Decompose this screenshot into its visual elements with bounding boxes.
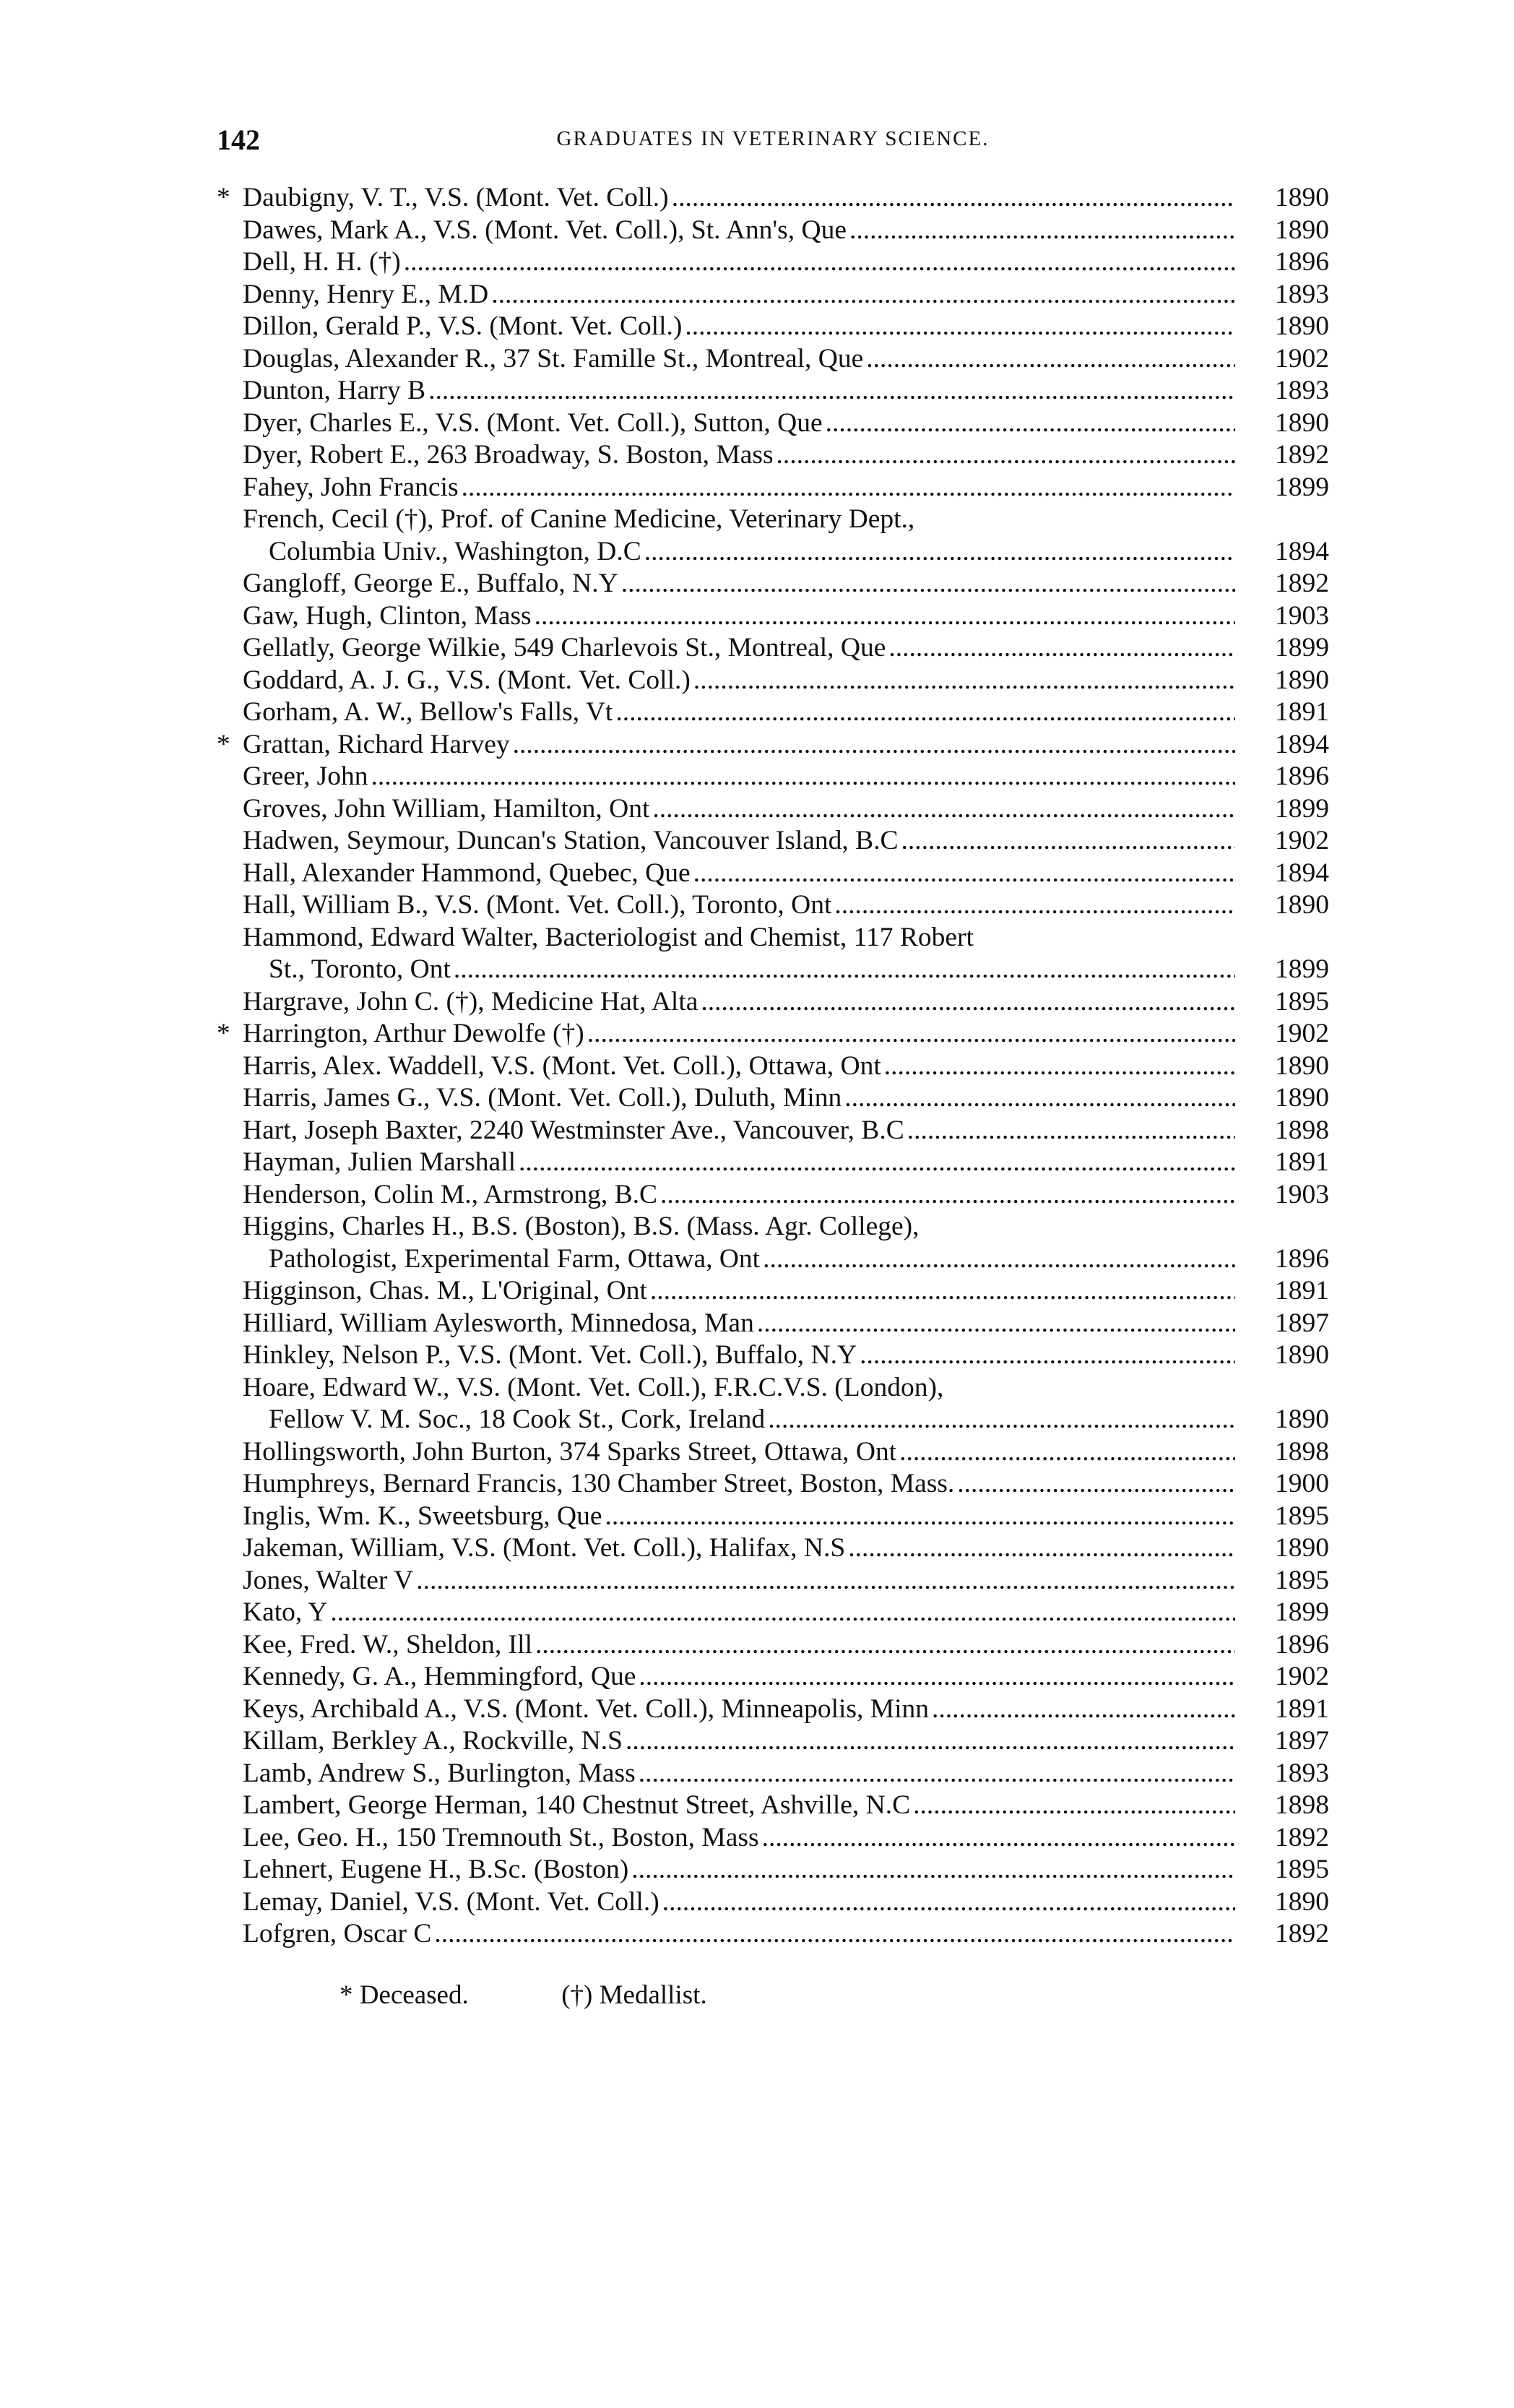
- dot-leader: [866, 343, 1235, 376]
- graduate-entry: [217, 696, 1329, 729]
- deceased-mark: *: [217, 1019, 230, 1048]
- graduate-list: [217, 182, 1329, 1951]
- dot-leader: [605, 1501, 1235, 1533]
- graduate-entry: [217, 1661, 1329, 1693]
- graduate-name: Humphreys, Bernard Francis, 130 Chamber Street, Boston, Mass.: [243, 1469, 955, 1498]
- dot-leader: [757, 1308, 1235, 1340]
- graduation-year: 1890: [1275, 183, 1329, 212]
- graduate-entry: [217, 1597, 1329, 1629]
- graduate-entry: [217, 1629, 1329, 1662]
- dot-leader: [535, 1629, 1235, 1662]
- graduate-name: Jones, Walter V: [243, 1565, 414, 1595]
- graduate-name: French, Cecil (†), Prof. of Canine Medicine, Veterinary Dept.,: [243, 504, 915, 534]
- graduate-entry: [217, 246, 1329, 279]
- graduate-name: Harrington, Arthur Dewolfe (†): [243, 1019, 584, 1048]
- graduation-year: 1894: [1275, 536, 1329, 566]
- graduation-year: 1892: [1275, 440, 1329, 470]
- graduation-year: 1895: [1275, 986, 1329, 1017]
- graduation-year: 1890: [1275, 1886, 1329, 1917]
- graduate-entry: [217, 1018, 1329, 1050]
- graduate-name: Grattan, Richard Harvey: [243, 729, 510, 759]
- graduation-year: 1891: [1275, 697, 1329, 727]
- graduate-name: Daubigny, V. T., V.S. (Mont. Vet. Coll.): [243, 183, 669, 212]
- dot-leader: [652, 793, 1235, 826]
- graduation-year: 1890: [1275, 1404, 1329, 1434]
- dot-leader: [615, 696, 1235, 729]
- graduate-entry: [217, 1179, 1329, 1212]
- graduate-name: Kee, Fred. W., Sheldon, Ill: [243, 1629, 533, 1660]
- graduate-entry: [217, 568, 1329, 600]
- graduate-entry: [217, 1147, 1329, 1179]
- graduation-year: 1895: [1275, 1501, 1329, 1531]
- graduate-entry: [217, 858, 1329, 890]
- graduate-entry: [217, 922, 1329, 986]
- graduate-entry: [217, 439, 1329, 472]
- dot-leader: [884, 1050, 1235, 1083]
- graduate-entry: [217, 472, 1329, 504]
- dot-leader: [662, 1886, 1235, 1919]
- graduation-year: 1898: [1275, 1436, 1329, 1467]
- graduate-entry: [217, 1436, 1329, 1469]
- graduate-entry: [217, 1532, 1329, 1565]
- dot-leader: [631, 1854, 1235, 1886]
- deceased-mark: *: [217, 183, 230, 212]
- dot-leader: [644, 536, 1235, 569]
- graduation-year: 1891: [1275, 1147, 1329, 1177]
- graduation-year: 1890: [1275, 1340, 1329, 1370]
- dot-leader: [513, 729, 1235, 761]
- graduation-year: 1893: [1275, 279, 1329, 309]
- graduate-name: Dyer, Charles E., V.S. (Mont. Vet. Coll.), Sutton, Que: [243, 407, 823, 438]
- graduate-entry: [217, 1565, 1329, 1597]
- dot-leader: [639, 1758, 1235, 1790]
- graduate-name: Keys, Archibald A., V.S. (Mont. Vet. Coll.), Minneapolis, Minn: [243, 1693, 930, 1724]
- graduate-entry: [217, 311, 1329, 343]
- graduate-entry: [217, 761, 1329, 793]
- graduate-name: Higgins, Charles H., B.S. (Boston), B.S. (Mass. Agr. College),: [243, 1212, 920, 1241]
- dot-leader: [626, 1725, 1235, 1758]
- graduate-name: Gorham, A. W., Bellow's Falls, Vt: [243, 697, 613, 727]
- graduate-name: Hoare, Edward W., V.S. (Mont. Vet. Coll.), F.R.C.V.S. (London),: [243, 1372, 944, 1402]
- footnote-medallist: (†) Medallist.: [561, 1980, 707, 2010]
- dot-leader: [849, 215, 1235, 247]
- footnote-deceased: * Deceased.: [339, 1980, 469, 2010]
- graduate-name: Lemay, Daniel, V.S. (Mont. Vet. Coll.): [243, 1886, 659, 1917]
- graduate-name: Gaw, Hugh, Clinton, Mass: [243, 600, 532, 631]
- graduate-name: Hall, William B., V.S. (Mont. Vet. Coll.), Toronto, Ont: [243, 890, 832, 920]
- graduate-entry: [217, 632, 1329, 665]
- graduation-year: 1892: [1275, 569, 1329, 598]
- deceased-mark: *: [217, 729, 230, 759]
- graduation-year: 1903: [1275, 1179, 1329, 1209]
- graduate-entry: [217, 343, 1329, 376]
- graduate-entry: [217, 1468, 1329, 1501]
- graduation-year: 1890: [1275, 1083, 1329, 1113]
- graduation-year: 1899: [1275, 793, 1329, 824]
- graduation-year: 1895: [1275, 1565, 1329, 1595]
- graduate-entry: [217, 1372, 1329, 1436]
- graduate-name: Goddard, A. J. G., V.S. (Mont. Vet. Coll.): [243, 665, 691, 695]
- graduate-name: Hollingsworth, John Burton, 374 Sparks Street, Ottawa, Ont: [243, 1436, 897, 1467]
- graduate-entry: [217, 889, 1329, 922]
- dot-leader: [491, 279, 1235, 311]
- dot-leader: [763, 1243, 1235, 1276]
- graduate-entry: [217, 182, 1329, 215]
- graduation-year: 1898: [1275, 1790, 1329, 1820]
- graduate-entry: [217, 215, 1329, 247]
- graduate-name: Lofgren, Oscar C: [243, 1919, 432, 1949]
- dot-leader: [454, 954, 1235, 986]
- dot-leader: [621, 568, 1235, 600]
- graduation-year: 1896: [1275, 1629, 1329, 1660]
- graduate-details: Fellow V. M. Soc., 18 Cook St., Cork, Ireland: [269, 1404, 766, 1434]
- graduate-name: Hammond, Edward Walter, Bacteriologist and Chemist, 117 Robert: [243, 922, 974, 952]
- graduation-year: 1893: [1275, 1758, 1329, 1788]
- graduate-entry: [217, 1918, 1329, 1951]
- graduate-entry: [217, 1115, 1329, 1147]
- dot-leader: [899, 1436, 1235, 1469]
- dot-leader: [844, 1082, 1235, 1115]
- graduate-name: Hayman, Julien Marshall: [243, 1147, 516, 1177]
- graduation-year: 1891: [1275, 1276, 1329, 1306]
- graduate-entry: [217, 407, 1329, 440]
- dot-leader: [693, 665, 1235, 697]
- graduate-name: Dillon, Gerald P., V.S. (Mont. Vet. Coll.): [243, 311, 683, 341]
- graduate-name: Hilliard, William Aylesworth, Minnedosa, Man: [243, 1308, 754, 1338]
- graduate-entry: [217, 600, 1329, 633]
- graduate-name: Higginson, Chas. M., L'Original, Ont: [243, 1276, 647, 1306]
- graduate-entry: [217, 1790, 1329, 1822]
- dot-leader: [834, 889, 1235, 922]
- graduate-name: Dawes, Mark A., V.S. (Mont. Vet. Coll.), St. Ann's, Que: [243, 215, 847, 245]
- dot-leader: [404, 246, 1235, 279]
- graduate-entry: [217, 1693, 1329, 1726]
- graduation-year: 1902: [1275, 343, 1329, 374]
- dot-leader: [932, 1693, 1235, 1726]
- dot-leader: [768, 1404, 1235, 1436]
- graduate-entry: [217, 1211, 1329, 1275]
- dot-leader: [848, 1532, 1235, 1565]
- dot-leader: [434, 1918, 1235, 1951]
- graduate-entry: [217, 1822, 1329, 1855]
- graduate-entry: [217, 825, 1329, 858]
- graduation-year: 1897: [1275, 1726, 1329, 1756]
- graduate-name: Hargrave, John C. (†), Medicine Hat, Alta: [243, 986, 698, 1017]
- graduation-year: 1890: [1275, 407, 1329, 438]
- graduate-entry: [217, 1275, 1329, 1308]
- dot-leader: [519, 1147, 1235, 1179]
- graduation-year: 1892: [1275, 1822, 1329, 1852]
- dot-leader: [685, 311, 1235, 343]
- graduate-entry: [217, 1886, 1329, 1919]
- graduate-name: Fahey, John Francis: [243, 472, 459, 502]
- dot-leader: [826, 407, 1235, 440]
- dot-leader: [957, 1468, 1235, 1501]
- page-number: 142: [217, 124, 260, 156]
- graduate-details: St., Toronto, Ont: [269, 954, 451, 984]
- graduation-year: 1896: [1275, 1243, 1329, 1274]
- graduation-year: 1898: [1275, 1115, 1329, 1145]
- graduate-entry: [217, 665, 1329, 697]
- graduation-year: 1902: [1275, 1019, 1329, 1048]
- graduation-year: 1892: [1275, 1919, 1329, 1949]
- graduate-name: Hall, Alexander Hammond, Quebec, Que: [243, 858, 691, 888]
- graduation-year: 1890: [1275, 890, 1329, 920]
- graduate-details: Pathologist, Experimental Farm, Ottawa, Ont: [269, 1243, 761, 1274]
- graduation-year: 1895: [1275, 1855, 1329, 1884]
- graduate-name: Greer, John: [243, 761, 368, 791]
- dot-leader: [701, 986, 1235, 1019]
- graduate-name: Douglas, Alexander R., 37 St. Famille St., Montreal, Que: [243, 343, 864, 374]
- dot-leader: [428, 375, 1235, 407]
- graduation-year: 1897: [1275, 1308, 1329, 1338]
- graduate-name: Hart, Joseph Baxter, 2240 Westminster Ave., Vancouver, B.C: [243, 1115, 904, 1145]
- graduate-name: Henderson, Colin M., Armstrong, B.C: [243, 1179, 657, 1209]
- dot-leader: [462, 472, 1235, 504]
- graduate-entry: [217, 1501, 1329, 1533]
- graduation-year: 1894: [1275, 858, 1329, 888]
- graduation-year: 1903: [1275, 600, 1329, 631]
- graduate-entry: [217, 1725, 1329, 1758]
- graduate-name: Hadwen, Seymour, Duncan's Station, Vancouver Island, B.C: [243, 826, 899, 855]
- dot-leader: [901, 825, 1235, 858]
- graduate-name: Hinkley, Nelson P., V.S. (Mont. Vet. Coll.), Buffalo, N.Y: [243, 1340, 857, 1370]
- graduate-name: Jakeman, William, V.S. (Mont. Vet. Coll.), Halifax, N.S: [243, 1533, 846, 1563]
- graduation-year: 1890: [1275, 215, 1329, 245]
- dot-leader: [860, 1339, 1235, 1372]
- running-head: GRADUATES IN VETERINARY SCIENCE.: [556, 127, 990, 150]
- graduate-name: Dyer, Robert E., 263 Broadway, S. Boston, Mass: [243, 440, 774, 470]
- graduation-year: 1893: [1275, 376, 1329, 405]
- dot-leader: [371, 761, 1235, 793]
- graduate-name: Harris, James G., V.S. (Mont. Vet. Coll.), Duluth, Minn: [243, 1083, 842, 1113]
- dot-leader: [907, 1115, 1235, 1147]
- graduate-name: Inglis, Wm. K., Sweetsburg, Que: [243, 1501, 602, 1531]
- graduate-name: Lamb, Andrew S., Burlington, Mass: [243, 1758, 636, 1788]
- graduate-entry: [217, 1758, 1329, 1790]
- graduate-entry: [217, 1082, 1329, 1115]
- graduate-name: Gangloff, George E., Buffalo, N.Y: [243, 569, 618, 598]
- graduate-name: Dell, H. H. (†): [243, 247, 401, 277]
- graduation-year: 1891: [1275, 1693, 1329, 1724]
- footnote: [339, 1980, 707, 2011]
- graduate-name: Groves, John William, Hamilton, Ont: [243, 793, 650, 824]
- graduation-year: 1896: [1275, 247, 1329, 277]
- graduation-year: 1890: [1275, 665, 1329, 695]
- dot-leader: [693, 858, 1235, 890]
- dot-leader: [416, 1565, 1235, 1597]
- graduate-entry: [217, 986, 1329, 1019]
- graduation-year: 1894: [1275, 729, 1329, 759]
- dot-leader: [660, 1179, 1235, 1212]
- graduate-name: Gellatly, George Wilkie, 549 Charlevois St., Montreal, Que: [243, 633, 886, 663]
- graduate-name: Kennedy, G. A., Hemmingford, Que: [243, 1662, 636, 1691]
- dot-leader: [913, 1790, 1235, 1822]
- dot-leader: [888, 632, 1235, 665]
- dot-leader: [639, 1661, 1235, 1693]
- dot-leader: [762, 1822, 1235, 1855]
- graduation-year: 1899: [1275, 472, 1329, 502]
- graduate-entry: [217, 1050, 1329, 1083]
- dot-leader: [535, 600, 1235, 633]
- graduation-year: 1902: [1275, 1662, 1329, 1691]
- graduation-year: 1899: [1275, 1597, 1329, 1627]
- graduation-year: 1890: [1275, 1533, 1329, 1563]
- graduate-name: Lambert, George Herman, 140 Chestnut Street, Ashville, N.C: [243, 1790, 911, 1820]
- graduation-year: 1899: [1275, 633, 1329, 663]
- graduate-details: Columbia Univ., Washington, D.C: [269, 536, 641, 566]
- graduate-entry: [217, 375, 1329, 407]
- graduation-year: 1890: [1275, 1050, 1329, 1081]
- graduate-entry: [217, 1854, 1329, 1886]
- graduate-name: Kato, Y: [243, 1597, 328, 1627]
- graduate-entry: [217, 793, 1329, 826]
- dot-leader: [672, 182, 1235, 215]
- graduate-name: Lehnert, Eugene H., B.Sc. (Boston): [243, 1855, 629, 1884]
- graduate-name: Denny, Henry E., M.D: [243, 279, 489, 309]
- graduation-year: 1890: [1275, 311, 1329, 341]
- graduation-year: 1902: [1275, 826, 1329, 855]
- graduation-year: 1899: [1275, 954, 1329, 984]
- dot-leader: [330, 1597, 1235, 1629]
- graduation-year: 1900: [1275, 1469, 1329, 1498]
- page-header: [217, 123, 1329, 166]
- graduate-entry: [217, 504, 1329, 568]
- graduate-entry: [217, 1308, 1329, 1340]
- graduate-entry: [217, 1339, 1329, 1372]
- dot-leader: [650, 1275, 1235, 1308]
- graduate-name: Lee, Geo. H., 150 Tremnouth St., Boston, Mass: [243, 1822, 759, 1852]
- graduate-entry: [217, 729, 1329, 761]
- graduate-name: Killam, Berkley A., Rockville, N.S: [243, 1726, 623, 1756]
- graduate-name: Harris, Alex. Waddell, V.S. (Mont. Vet. Coll.), Ottawa, Ont: [243, 1050, 881, 1081]
- graduate-entry: [217, 279, 1329, 311]
- graduation-year: 1896: [1275, 761, 1329, 791]
- graduate-name: Dunton, Harry B: [243, 376, 426, 405]
- dot-leader: [587, 1018, 1235, 1050]
- dot-leader: [777, 439, 1235, 472]
